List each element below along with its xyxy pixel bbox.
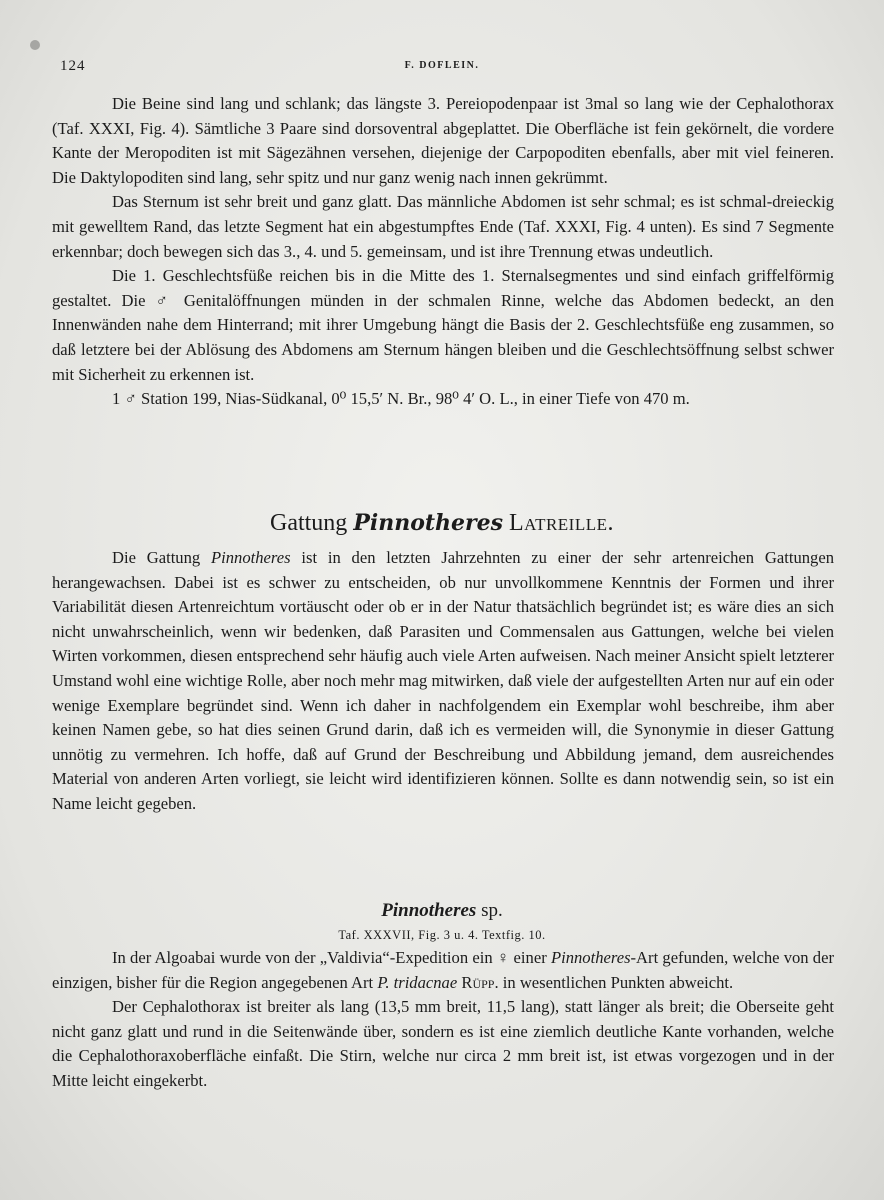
paragraph-cephalothorax: Der Cephalothorax ist breiter als lang (13,5 mm breit, 11,5 lang), statt länger als breit; die Oberseite geht nicht ganz glatt und rund in die Seitenwände über, sondern es ist eine ziemlich deutliche Kante vorhanden, welche die Cephalothoraxoberfläche einfaßt. Die Stirn, welche nur circa 2 mm breit ist, ist etwas vorgezogen und in der Mitte leicht eingekerbt. xyxy=(52,997,834,1090)
algoabai-species: P. tridacnae xyxy=(377,972,458,992)
genus-intro-block xyxy=(52,546,834,817)
algoabai-a: In der Algoabai wurde von der „Valdivia“-Expedition ein ♀ einer xyxy=(112,948,547,967)
paragraph-genus-intro xyxy=(52,546,834,817)
species-title-genus: Pinnotheres xyxy=(381,900,477,921)
species-title-epithet: sp. xyxy=(481,900,503,921)
paragraph-sternum: Das Sternum ist sehr breit und ganz glatt. Das männliche Abdomen ist sehr schmal; es ist schmal-dreieckig mit gewelltem Rand, das letzte Segment hat ein abgestumpftes Ende (Taf. XXXI, Fig. 4 unten). Es sind 7 Segmente erkennbar; doch bewegen sich das 3., 4. und 5. gemeinsam, und ist ihre Trennung etwas undeutlich. xyxy=(52,192,834,261)
paragraph-station: 1 ♂ Station 199, Nias-Südkanal, 0⁰ 15,5′ N. Br., 98⁰ 4′ O. L., in einer Tiefe von 470 m. xyxy=(112,389,690,409)
section-title-genus: Pinnotheres xyxy=(353,510,504,536)
section-title-author: Latreille. xyxy=(509,510,614,536)
algoabai-author: Rüpp. xyxy=(461,972,499,992)
algoabai-b: -Art gefunden, welche von der einzigen, bisher für die Region angegebenen Art xyxy=(52,948,834,992)
page-header xyxy=(60,58,824,78)
algoabai-genus: Pinnotheres xyxy=(550,948,631,967)
genus-intro-genus: Pinnotheres xyxy=(211,548,291,567)
section-heading xyxy=(0,510,884,537)
paragraph-algoabai xyxy=(52,946,834,995)
plate-reference: Taf. XXXVII, Fig. 3 u. 4. Textfig. 10. xyxy=(338,928,546,942)
genus-intro-start: Die Gattung xyxy=(112,548,201,567)
page-number: 124 xyxy=(60,58,86,74)
algoabai-c: in wesentlichen Punkten abweicht. xyxy=(502,972,734,992)
paragraph-sexual-appendages: Die 1. Geschlechtsfüße reichen bis in die Mitte des 1. Sternalsegmentes und sind einfach griffelförmig gestaltet. Die ♂ Genitalöffnungen münden in der schmalen Rinne, welche das Abdomen bedeckt, an den Innenwänden nahe dem Hinterrand; mit ihrer Umgebung hängt die Basis der 2. Geschlechtsfüße eng zusammen, so daß letztere bei der Ablösung des Abdomens am Sternum hängen bleiben und die Geschlechtsöffnung selbst schwer mit Sicherheit zu erkennen ist. xyxy=(52,266,834,384)
species-heading xyxy=(0,900,884,922)
species-description-block xyxy=(52,946,834,1094)
paragraph-legs: Die Beine sind lang und schlank; das längste 3. Pereiopodenpaar ist 3mal so lang wie der Cephalothorax (Taf. XXXI, Fig. 4). Sämtliche 3 Paare sind dorsoventral abgeplattet. Die Oberfläche ist fein gekörnelt, die vordere Kante der Meropoditen ist mit Sägezähnen versehen, diejenige der Carpopoditen ebenfalls, aber mit viel feineren. Die Daktylopoditen sind lang, sehr spitz und nur ganz wenig nach innen gekrümmt. xyxy=(52,94,834,187)
genus-intro-rest: ist in den letzten Jahrzehnten zu einer der sehr artenreichen Gattungen herangewachsen. Dabei ist es schwer zu entscheiden, ob nur unvollkommene Kenntnis der Formen und ihrer Variabilität diesen Artenreichtum vortäuscht oder ob er in der Natur thatsächlich begründet ist; es wäre dies an sich nicht unwahrscheinlich, wenn wir bedenken, daß Parasiten und Commensalen aus Gattungen, welche bei vielen Wirten vorkommen, diesen entsprechend sehr häufig auch viele Arten aufweisen. Nach meiner Ansicht spielt letzterer Umstand wohl eine wichtige Rolle, aber noch mehr mag mitwirken, daß viele der aufgestellten Arten nur auf ein oder wenige Exemplare begründet sind. Wenn ich daher in nachfolgendem ein Exemplar wohl beschreibe, ihm aber keinen Namen gebe, so hat dies seinen Grund darin, daß ich es vermeiden will, die Synonymie in dieser Gattung unnötig zu vermehren. Ich hoffe, daß auf Grund der Beschreibung und Abbildung jemand, dem ausreichendes Material von anderen Arten vorliegt, sie leicht wird identifizieren können. Sollte es dann notwendig sein, so ist ein Name leicht gegeben. xyxy=(52,548,834,813)
ink-spot xyxy=(30,40,40,50)
section-title-prefix: Gattung xyxy=(269,510,348,536)
description-block xyxy=(52,92,834,412)
running-head: F. DOFLEIN. xyxy=(404,60,480,71)
